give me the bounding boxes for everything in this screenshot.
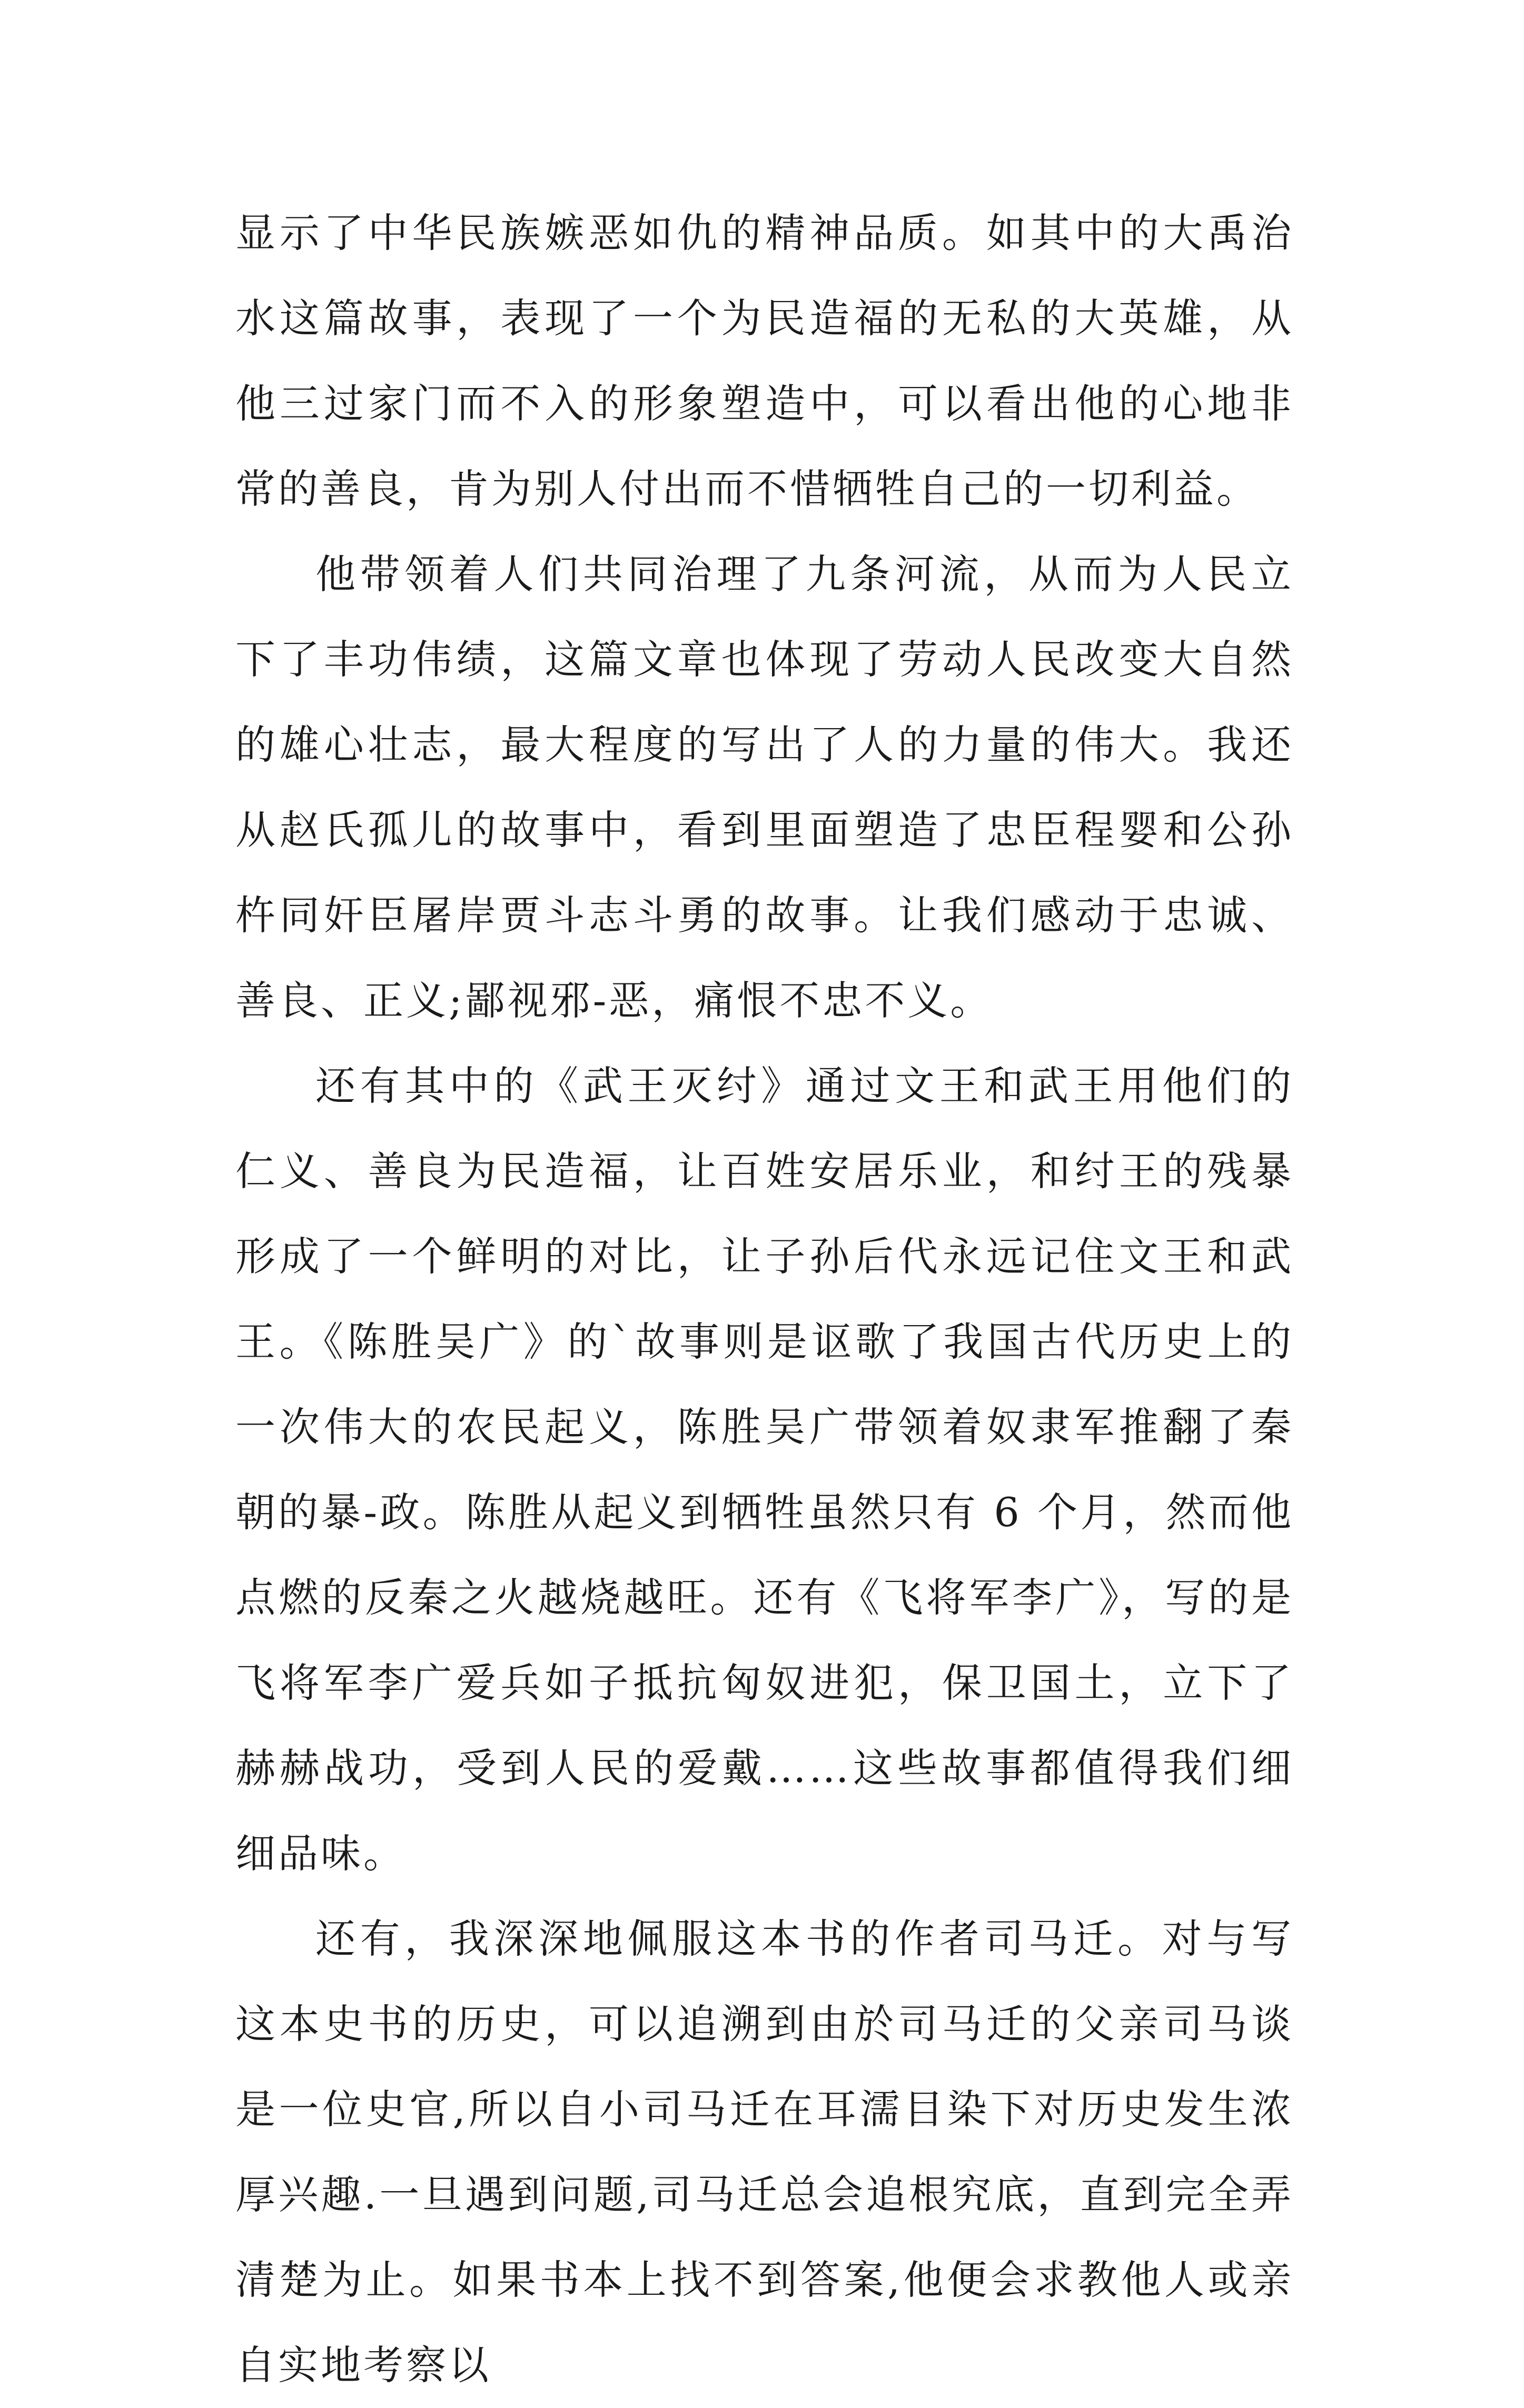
paragraph-1: 显示了中华民族嫉恶如仇的精神品质。如其中的大禹治水这篇故事，表现了一个为民造福的无私的大英雄，从他三过家门而不入的形象塑造中，可以看出他的心地非常的善良，肯为别人付出而不惜牺牲自己的一切利益。 [235, 210, 1294, 512]
paragraph-3: 还有其中的《武王灭纣》通过文王和武王用他们的仁义、善良为民造福，让百姓安居乐业，和纣王的残暴形成了一个鲜明的对比，让子孙后代永远记住文王和武王。《陈胜吴广》的`故事则是讴歌了我国古代历史上的一次伟大的农民起义，陈胜吴广带领着奴隶军推翻了秦朝的暴-政。陈胜从起义到牺牲虽然只有 6 个月，然而他点燃的反秦之火越烧越旺。还有《飞将军李广》，写的是飞将军李广爱兵如子抵抗匈奴进犯，保卫国土，立下了赫赫战功，受到人民的爱戴……这些故事都值得我们细细品味。 [235, 1062, 1294, 1877]
document-body [235, 191, 1294, 2408]
paragraph-4: 还有，我深深地佩服这本书的作者司马迁。对与写这本史书的历史，可以追溯到由於司马迁的父亲司马谈是一位史官,所以自小司马迁在耳濡目染下对历史发生浓厚兴趣.一旦遇到问题,司马迁总会追根究底，直到完全弄清楚为止。如果书本上找不到答案,他便会求教他人或亲自实地考察以 [235, 1915, 1294, 2389]
paragraph-2: 他带领着人们共同治理了九条河流，从而为人民立下了丰功伟绩，这篇文章也体现了劳动人民改变大自然的雄心壮志，最大程度的写出了人的力量的伟大。我还从赵氏孤儿的故事中，看到里面塑造了忠臣程婴和公孙杵同奸臣屠岸贾斗志斗勇的故事。让我们感动于忠诚、善良、正义;鄙视邪-恶，痛恨不忠不义。 [235, 551, 1294, 1024]
